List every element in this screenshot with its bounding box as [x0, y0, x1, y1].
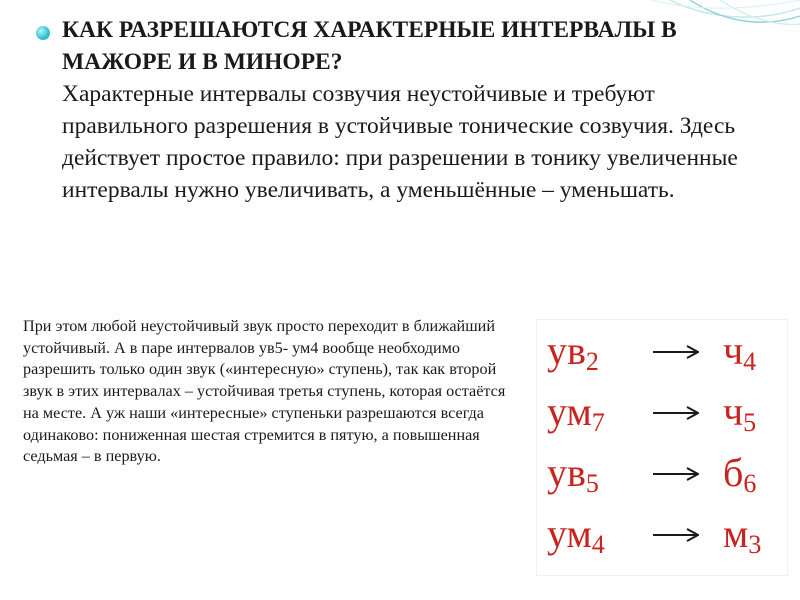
interval-row [537, 326, 787, 386]
slide-intro-paragraph: Характерные интервалы созвучия неустойчивые и требуют правильного разрешения в устойчивые тонические созвучия. Здесь действует простое правило: при разрешении в тонику увеличенные интервалы нужно увеличивать, а уменьшённые – уменьшать. [62, 81, 738, 203]
interval-from: $ум_4$ [547, 511, 605, 559]
interval-row [537, 387, 787, 447]
right-arrow-icon [653, 344, 699, 360]
interval-row [537, 448, 787, 508]
right-arrow-icon [653, 466, 699, 482]
interval-from: $ув_5$ [547, 450, 599, 498]
interval-from: $ум_7$ [547, 389, 605, 437]
interval-to: $м_3$ [723, 511, 762, 559]
explanation-paragraph: При этом любой неустойчивый звук просто переходит в ближайший устойчивый. А в паре интервалов ув5- ум4 вообще необходимо разрешить только один звук («интересную» ступень), так как второй звук в этих интервалах – устойчивая третья ступень, которая остаётся на месте. А уж наши «интересные» ступеньки разрешаются всегда одинаково: пониженная шестая стремится в пятую, а повышенная седьмая – в первую. [23, 317, 506, 466]
slide-heading: КАК РАЗРЕШАЮТСЯ ХАРАКТЕРНЫЕ ИНТЕРВАЛЫ В МАЖОРЕ И В МИНОРЕ? [62, 17, 677, 75]
right-arrow-icon [653, 527, 699, 543]
heading-block [62, 14, 762, 206]
interval-row [537, 509, 787, 569]
right-arrow-icon [653, 405, 699, 421]
round-bullet-icon [36, 26, 50, 40]
interval-to: $ч_5$ [723, 389, 757, 437]
interval-from: $ув_2$ [547, 328, 599, 376]
interval-to: $б_6$ [723, 450, 757, 498]
interval-resolution-panel [537, 320, 787, 575]
interval-to: $ч_4$ [723, 328, 757, 376]
